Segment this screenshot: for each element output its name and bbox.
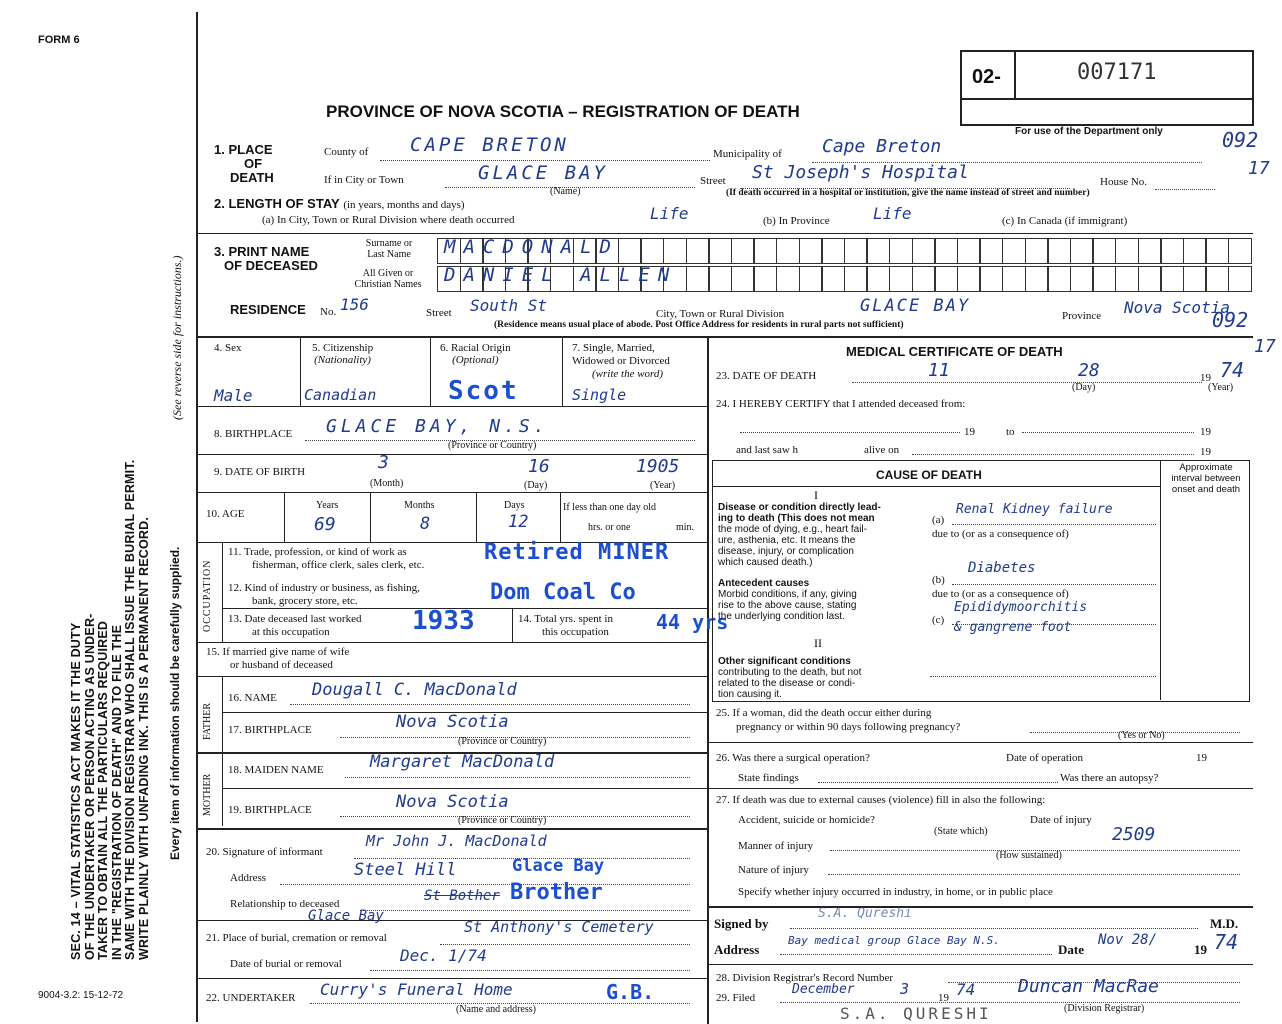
undertaker-note: G.B. [606, 980, 655, 1004]
name-grid-cell [1070, 266, 1094, 292]
name-grid-cell [799, 266, 823, 292]
accident-label: Accident, suicide or homicide? [738, 814, 875, 826]
q23-label: 23. DATE OF DEATH [716, 370, 817, 382]
medical-header: MEDICAL CERTIFICATE OF DEATH [846, 344, 1063, 359]
name-grid-cell [1205, 266, 1229, 292]
roman-two: II [814, 636, 822, 650]
name-grid-cell [844, 238, 868, 264]
doctor-address-label: Address [714, 942, 760, 957]
name-grid-cell [1160, 266, 1184, 292]
years-label: Years [316, 500, 339, 511]
race-value: Scot [448, 376, 519, 406]
side-reverse-note: (See reverse side for instructions.) [170, 255, 184, 420]
registration-number-box [960, 50, 1254, 126]
state-which-caption: (State which) [934, 826, 988, 837]
informant-address-2: Glace Bay [512, 856, 605, 876]
name-grid-cell [1025, 266, 1049, 292]
dept-code-1: 092 [1222, 128, 1259, 152]
name-grid-cell [821, 238, 845, 264]
residence-note: (Residence means usual place of abode. Post Office Address for residents in rural parts not sufficient) [494, 320, 904, 330]
cert-year: 74 [1214, 930, 1239, 954]
name-grid-cell [979, 238, 1003, 264]
stay-c-label: (c) In Canada (if immigrant) [1002, 215, 1128, 227]
alive-on-label: alive on [864, 444, 900, 456]
name-grid-cell [1183, 266, 1207, 292]
dob-label: 9. DATE OF BIRTH [214, 466, 306, 478]
surname-value: MACDONALD [444, 236, 619, 258]
birthplace-label: 8. BIRTHPLACE [214, 428, 293, 440]
filed-year-prefix: 19 [938, 992, 949, 1004]
q11-label: 11. Trade, profession, or kind of work as fisherman, office clerk, sales clerk, etc. [228, 546, 425, 571]
q26-label: 26. Was there a surgical operation? [716, 752, 870, 764]
name-grid-cell [663, 238, 687, 264]
address-label: Address [230, 872, 267, 884]
hrs-label: hrs. or one [588, 522, 631, 533]
registrar-signature: Duncan MacRae [1018, 976, 1159, 997]
name-grid-cell [866, 266, 890, 292]
q14-label: 14. Total yrs. spent in this occupation [518, 613, 613, 638]
name-grid-cell [708, 266, 732, 292]
name-grid-cell [1160, 238, 1184, 264]
cause-c-value-2: & gangrene foot [954, 620, 1072, 635]
marital-value: Single [572, 386, 627, 404]
name-grid-cell [889, 266, 913, 292]
name-grid-cell [1183, 238, 1207, 264]
dob-month: 3 [378, 452, 389, 473]
due-to-2: due to (or as a consequence of) [932, 588, 1069, 600]
manner-label: Manner of injury [738, 840, 814, 852]
residence-street-label: Street [426, 307, 452, 319]
residence-province-label: Province [1062, 310, 1102, 322]
burial-place: St Anthony's Cemetery [464, 918, 654, 936]
roman-one: I [814, 488, 818, 502]
name-grid-cell [1070, 238, 1094, 264]
interval-label: Approximate interval between onset and death [1171, 462, 1241, 495]
q25-label: 25. If a woman, did the death occur either during pregnancy or within 90 days following pregnancy? [716, 707, 961, 733]
name-grid-cell [1115, 266, 1139, 292]
occupation-side-label: OCCUPATION [202, 559, 213, 632]
doctor-address: Bay medical group Glace Bay N.S. [788, 934, 1000, 947]
name-grid-cell [1205, 238, 1229, 264]
name-grid-cell [844, 266, 868, 292]
name-grid-cell [1115, 238, 1139, 264]
page-title: PROVINCE OF NOVA SCOTIA – REGISTRATION OF DEATH [326, 102, 800, 121]
q14-value: 44 yrs [656, 610, 729, 634]
residence-province: Nova Scotia [1124, 298, 1230, 317]
q16-label: 16. NAME [228, 692, 277, 704]
name-grid-cell [731, 266, 755, 292]
nature-label: Nature of injury [738, 864, 809, 876]
race-label: 6. Racial Origin (Optional) [440, 342, 511, 366]
q20-label: 20. Signature of informant [206, 846, 323, 858]
name-grid-cell [618, 238, 642, 264]
residence-label: RESIDENCE [230, 302, 306, 317]
name-grid-cell [731, 238, 755, 264]
mother-side-label: MOTHER [202, 773, 213, 816]
name-grid-cell [934, 238, 958, 264]
q24-to: to [1006, 426, 1015, 438]
q29-label: 29. Filed [716, 992, 756, 1004]
name-grid-cell [1047, 266, 1071, 292]
birthplace-caption: (Province or Country) [448, 440, 537, 451]
name-grid-cell [1228, 266, 1252, 292]
mother-maiden-name: Margaret MacDonald [370, 752, 555, 772]
death-day-caption: (Day) [1072, 382, 1096, 393]
dob-month-caption: (Month) [370, 478, 404, 489]
months-label: Months [404, 500, 435, 511]
last-saw-label: and last saw h [736, 444, 799, 456]
reg-number: 007171 [1077, 60, 1157, 85]
age-years: 69 [314, 514, 336, 535]
name-grid-cell [1138, 266, 1162, 292]
informant-name: Mr John J. MacDonald [366, 832, 547, 850]
father-side-label: FATHER [202, 702, 213, 740]
citizenship-label: 5. Citizenship (Nationality) [312, 342, 374, 366]
county-value: CAPE BRETON [410, 134, 569, 156]
filed-day: 3 [900, 980, 910, 998]
filed-year: 74 [956, 980, 976, 999]
name-grid-cell [1228, 238, 1252, 264]
name-grid-cell [1025, 238, 1049, 264]
surname-label: Surname or Last Name [365, 238, 413, 260]
cert-date-prefix: 19 [1194, 942, 1207, 957]
name-grid-cell [640, 238, 664, 264]
citizenship-value: Canadian [304, 386, 377, 404]
marital-label: 7. Single, Married, Widowed or Divorced (write the word) [572, 342, 670, 380]
form-number: FORM 6 [38, 34, 80, 46]
birthplace-value: GLACE BAY, N.S. [326, 416, 549, 437]
op-date-label: Date of operation [1006, 752, 1083, 764]
footer-code: 9004-3.2: 15-12-72 [38, 990, 124, 1001]
q24-19c: 19 [1200, 446, 1211, 458]
registrar-caption: (Division Registrar) [1064, 1003, 1145, 1014]
age-label: 10. AGE [206, 508, 245, 520]
residence-no: 156 [340, 295, 369, 314]
informant-address: Steel Hill [354, 860, 457, 880]
signature: S.A. Qureshi [818, 906, 912, 921]
stay-b-value: Life [873, 204, 912, 223]
q22-label: 22. UNDERTAKER [206, 992, 296, 1004]
mother-birthplace: Nova Scotia [396, 792, 509, 812]
dob-day: 16 [528, 456, 550, 477]
antecedent-description: Antecedent causes Morbid conditions, if any, giving rise to the above cause, stating the underlying condition last. [718, 578, 857, 622]
filed-month: December [792, 982, 855, 997]
yes-no-caption: (Yes or No) [1118, 730, 1165, 741]
stay-b-label: (b) In Province [763, 215, 830, 227]
name-grid-cell [686, 266, 710, 292]
specify-label: Specify whether injury occurred in industry, in home, or in public place [738, 886, 1053, 898]
name-grid-cell [1047, 238, 1071, 264]
name-grid-cell [1138, 238, 1162, 264]
cause-a-label: (a) [932, 514, 945, 526]
name-grid-cell [799, 238, 823, 264]
q17-label: 17. BIRTHPLACE [228, 724, 312, 736]
q15-label: 15. If married give name of wife or husband of deceased [206, 646, 350, 671]
place-label: 1. PLACE OF DEATH [214, 142, 274, 185]
death-year: 74 [1220, 358, 1245, 382]
printed-physician-name: S.A. QURESHI [840, 1004, 992, 1023]
signed-label: Signed by [714, 916, 769, 931]
place-note: (If death occurred in a hospital or institution, give the name instead of street and number) [726, 188, 1090, 198]
residence-no-label: No. [320, 306, 337, 318]
death-month: 11 [928, 360, 950, 381]
dept-code-4: 17 [1254, 336, 1276, 357]
given-names-label: All Given or Christian Names [354, 268, 422, 290]
md-label: M.D. [1210, 916, 1239, 931]
side-note: Every item of information should be carefully supplied. [168, 546, 182, 860]
q12-value: Dom Coal Co [490, 580, 636, 605]
dept-code-3: 092 [1212, 308, 1249, 332]
municipality-value: Cape Breton [822, 136, 942, 157]
q21-label: 21. Place of burial, cremation or removal [206, 932, 387, 944]
name-grid-cell [889, 238, 913, 264]
name-grid-cell [866, 238, 890, 264]
min-label: min. [676, 522, 695, 533]
burial-date: Dec. 1/74 [400, 946, 487, 965]
name-grid-cell [912, 266, 936, 292]
how-sustained-caption: (How sustained) [996, 850, 1062, 861]
name-grid-cell [912, 238, 936, 264]
q12-label: 12. Kind of industry or business, as fishing, bank, grocery store, etc. [228, 582, 420, 607]
county-label: County of [324, 146, 369, 158]
disease-description: Disease or condition directly lead- ing to death (This does not mean the mode of dying, e.g., heart fail- ure, asthenia, etc. It means the disease, injury, or complication which caused death.) [718, 502, 881, 568]
stay-a-value: Life [650, 204, 689, 223]
father-birthplace: Nova Scotia [396, 712, 509, 732]
undertaker: Curry's Funeral Home [320, 980, 513, 999]
op-date-19: 19 [1196, 752, 1207, 764]
days-label: Days [504, 500, 525, 511]
q18-label: 18. MAIDEN NAME [228, 764, 324, 776]
age-days: 12 [508, 512, 529, 532]
cause-c-label: (c) [932, 614, 945, 626]
undertaker-caption: (Name and address) [456, 1004, 536, 1015]
residence-city: GLACE BAY [860, 296, 971, 316]
death-day: 28 [1078, 360, 1100, 381]
q24-label: 24. I HEREBY CERTIFY that I attended deceased from: [716, 398, 966, 410]
relationship-struck: St Bother [424, 888, 500, 904]
due-to-1: due to (or as a consequence of) [932, 528, 1069, 540]
q27-label: 27. If death was due to external causes (violence) fill in also the following: [716, 794, 1046, 806]
name-grid-cell [934, 266, 958, 292]
cause-a-value: Renal Kidney failure [956, 502, 1113, 517]
residence-street: South St [470, 296, 548, 315]
father-birthplace-caption: (Province or Country) [458, 736, 547, 747]
dob-year-caption: (Year) [650, 480, 676, 491]
q19-label: 19. BIRTHPLACE [228, 804, 312, 816]
given-names-value: DANIEL ALLEN [444, 264, 678, 286]
cert-date: Nov 28/ [1098, 932, 1158, 948]
name-grid-cell [1092, 266, 1116, 292]
name-grid-cell [776, 266, 800, 292]
name-label: 3. PRINT NAME OF DECEASED [214, 244, 318, 273]
name-grid-cell [708, 238, 732, 264]
stay-a-label: (a) In City, Town or Rural Division where death occurred [262, 214, 515, 226]
sex-label: 4. Sex [214, 342, 242, 354]
injury-code: 2509 [1112, 824, 1156, 845]
dob-day-caption: (Day) [524, 480, 548, 491]
name-grid-cell [979, 266, 1003, 292]
side-instructions: SEC. 14 – VITAL STATISTICS ACT MAKES IT THE DUTY OF THE UNDERTAKER OR PERSON ACTING AS UNDER- TAKER TO OBTAIN ALL THE PARTICULARS REQUIRED IN THE "REGISTRATION OF DEATH" AND TO FILE THE SAME WITH THE DIVISION REGISTRAR WHO SHALL ISSUE THE BURIAL PERMIT. WRITE PLAINLY WITH UNFADING INK. THIS IS A PERMANENT RECORD. [69, 459, 151, 960]
dept-use-label: For use of the Department only [1015, 126, 1163, 137]
death-year-caption: (Year) [1208, 382, 1234, 393]
burial-date-label: Date of burial or removal [230, 958, 342, 970]
cause-b-value: Diabetes [968, 560, 1036, 576]
cert-date-label: Date [1058, 942, 1084, 957]
q28-label: 28. Division Registrar's Record Number [716, 972, 894, 984]
sex-value: Male [214, 386, 253, 405]
dob-year: 1905 [636, 456, 680, 477]
dept-code-2: 17 [1248, 158, 1270, 179]
age-months: 8 [420, 514, 431, 534]
relationship-label: Relationship to deceased [230, 898, 340, 910]
autopsy-label: Was there an autopsy? [1060, 772, 1159, 784]
residence-city-label: City, Town or Rural Division [656, 308, 785, 320]
name-grid-cell [753, 266, 777, 292]
cause-header: CAUSE OF DEATH [876, 468, 982, 482]
city-name-caption: (Name) [550, 186, 581, 197]
street-value: St Joseph's Hospital [752, 162, 969, 183]
left-margin-line [196, 12, 198, 1022]
q11-value: Retired MINER [484, 540, 670, 565]
city-label: If in City or Town [324, 174, 404, 186]
q24-19b: 19 [1200, 426, 1211, 438]
cause-b-label: (b) [932, 574, 945, 586]
house-label: House No. [1100, 176, 1148, 188]
city-value: GLACE BAY [478, 162, 608, 184]
municipality-label: Municipality of [713, 148, 782, 160]
name-grid-cell [776, 238, 800, 264]
name-grid-cell [821, 266, 845, 292]
q13-label: 13. Date deceased last worked at this occupation [228, 613, 362, 638]
burial-note: Glace Bay [308, 908, 384, 924]
name-grid-cell [753, 238, 777, 264]
father-name: Dougall C. MacDonald [312, 680, 517, 700]
q24-19a: 19 [964, 426, 975, 438]
stay-label: 2. LENGTH OF STAY (in years, months and days) [214, 196, 465, 211]
q13-value: 1933 [412, 606, 475, 636]
name-grid-cell [1092, 238, 1116, 264]
cause-c-value: Epididymoorchitis [954, 600, 1088, 615]
name-grid-cell [1002, 238, 1026, 264]
name-grid-cell [1002, 266, 1026, 292]
date-injury-label: Date of injury [1030, 814, 1092, 826]
reg-prefix: 02- [972, 66, 1001, 88]
less-than-day-label: If less than one day old [563, 502, 657, 513]
state-findings-label: State findings [738, 772, 799, 784]
name-grid-cell [957, 266, 981, 292]
mother-birthplace-caption: (Province or Country) [458, 815, 547, 826]
other-conditions: Other significant conditions contributing to the death, but not related to the disease or condi- tion causing it. [718, 656, 862, 700]
name-grid-cell [686, 238, 710, 264]
street-label: Street [700, 175, 726, 187]
relationship-value: Brother [510, 880, 603, 905]
name-grid-cell [957, 238, 981, 264]
death-year-prefix: 19 [1200, 372, 1211, 384]
